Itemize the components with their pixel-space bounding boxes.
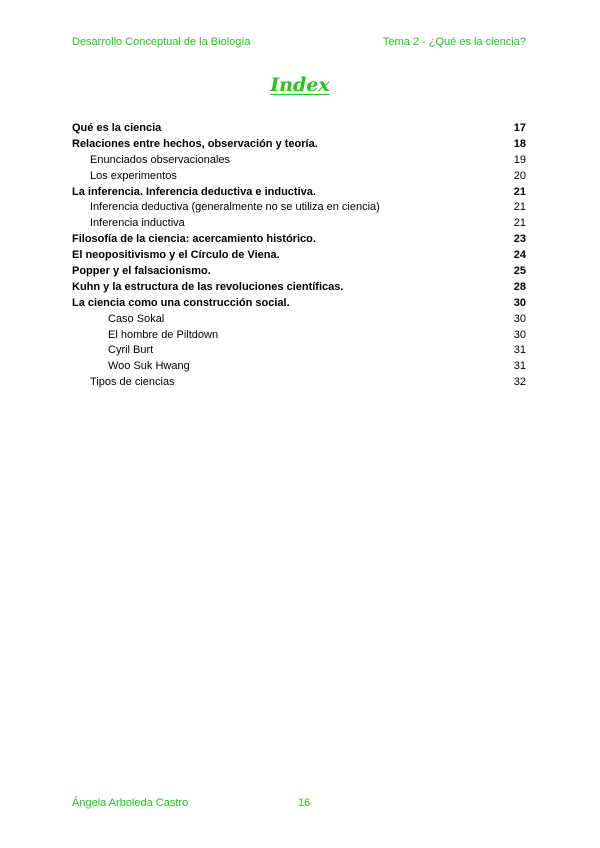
toc-entry-page: 24 <box>513 249 526 262</box>
toc-entry-page: 19 <box>513 153 526 166</box>
toc-entry-label: El neopositivismo y el Círculo de Viena. <box>72 249 280 262</box>
page-header <box>72 36 526 48</box>
toc-entry-label: Relaciones entre hechos, observación y teoría. <box>72 137 318 150</box>
toc-entry[interactable] <box>72 137 526 153</box>
toc-entry[interactable] <box>72 216 526 232</box>
header-course-title: Desarrollo Conceptual de la Biología <box>72 36 251 48</box>
toc-entry-label: Caso Sokal <box>108 312 165 325</box>
toc-entry[interactable] <box>72 328 526 344</box>
toc-entry[interactable] <box>72 375 526 391</box>
toc-entry[interactable] <box>72 359 526 375</box>
toc-entry-label: Woo Suk Hwang <box>108 360 190 373</box>
toc-entry-label: La inferencia. Inferencia deductiva e inductiva. <box>72 185 316 198</box>
toc-entry[interactable] <box>72 312 526 328</box>
toc-entry[interactable] <box>72 200 526 216</box>
toc-entry-page: 20 <box>513 169 526 182</box>
toc-entry-label: Filosofía de la ciencia: acercamiento histórico. <box>72 233 316 246</box>
toc-entry[interactable] <box>72 296 526 312</box>
toc-entry-page: 30 <box>513 296 526 309</box>
toc-entry-page: 31 <box>513 360 526 373</box>
toc-entry-label: La ciencia como una construcción social. <box>72 296 290 309</box>
toc-entry-page: 30 <box>513 328 526 341</box>
toc-entry-page: 21 <box>513 201 526 214</box>
toc-entry-page: 17 <box>513 122 526 134</box>
toc-entry-label: Tipos de ciencias <box>90 376 175 389</box>
table-of-contents <box>72 121 526 391</box>
header-topic-title: Tema 2 - ¿Qué es la ciencia? <box>382 36 526 48</box>
toc-entry-page: 21 <box>513 185 526 198</box>
toc-entry-page: 31 <box>513 344 526 357</box>
toc-entry-page: 18 <box>513 137 526 150</box>
toc-entry[interactable] <box>72 153 526 169</box>
toc-entry-label: El hombre de Piltdown <box>108 328 219 341</box>
toc-entry-label: Inferencia inductiva <box>90 217 185 230</box>
toc-entry[interactable] <box>72 169 526 185</box>
toc-entry-label: Kuhn y la estructura de las revoluciones científicas. <box>72 280 344 293</box>
footer-author: Ángela Arboleda Castro <box>72 797 189 809</box>
toc-entry-page: 25 <box>513 265 526 278</box>
toc-entry-page: 32 <box>513 376 526 389</box>
toc-entry-label: Popper y el falsacionismo. <box>72 265 211 278</box>
toc-entry-label: Enunciados observacionales <box>90 153 231 166</box>
toc-entry[interactable] <box>72 343 526 359</box>
toc-entry-page: 30 <box>513 312 526 325</box>
toc-entry[interactable] <box>72 185 526 201</box>
toc-entry-label: Los experimentos <box>90 169 177 182</box>
toc-entry[interactable] <box>72 248 526 264</box>
toc-entry[interactable] <box>72 264 526 280</box>
toc-entry-page: 21 <box>513 217 526 230</box>
toc-entry-label: Cyril Burt <box>108 344 154 357</box>
toc-entry[interactable] <box>72 232 526 248</box>
toc-entry-page: 23 <box>513 233 526 246</box>
toc-entry-page: 28 <box>513 280 526 293</box>
footer-page-number: 16 <box>298 797 311 809</box>
toc-entry-label: Qué es la ciencia <box>72 122 162 134</box>
toc-entry[interactable] <box>72 121 526 137</box>
index-title: Index <box>270 74 330 96</box>
toc-entry[interactable] <box>72 280 526 296</box>
toc-entry-label: Inferencia deductiva (generalmente no se utiliza en ciencia) <box>90 201 380 214</box>
